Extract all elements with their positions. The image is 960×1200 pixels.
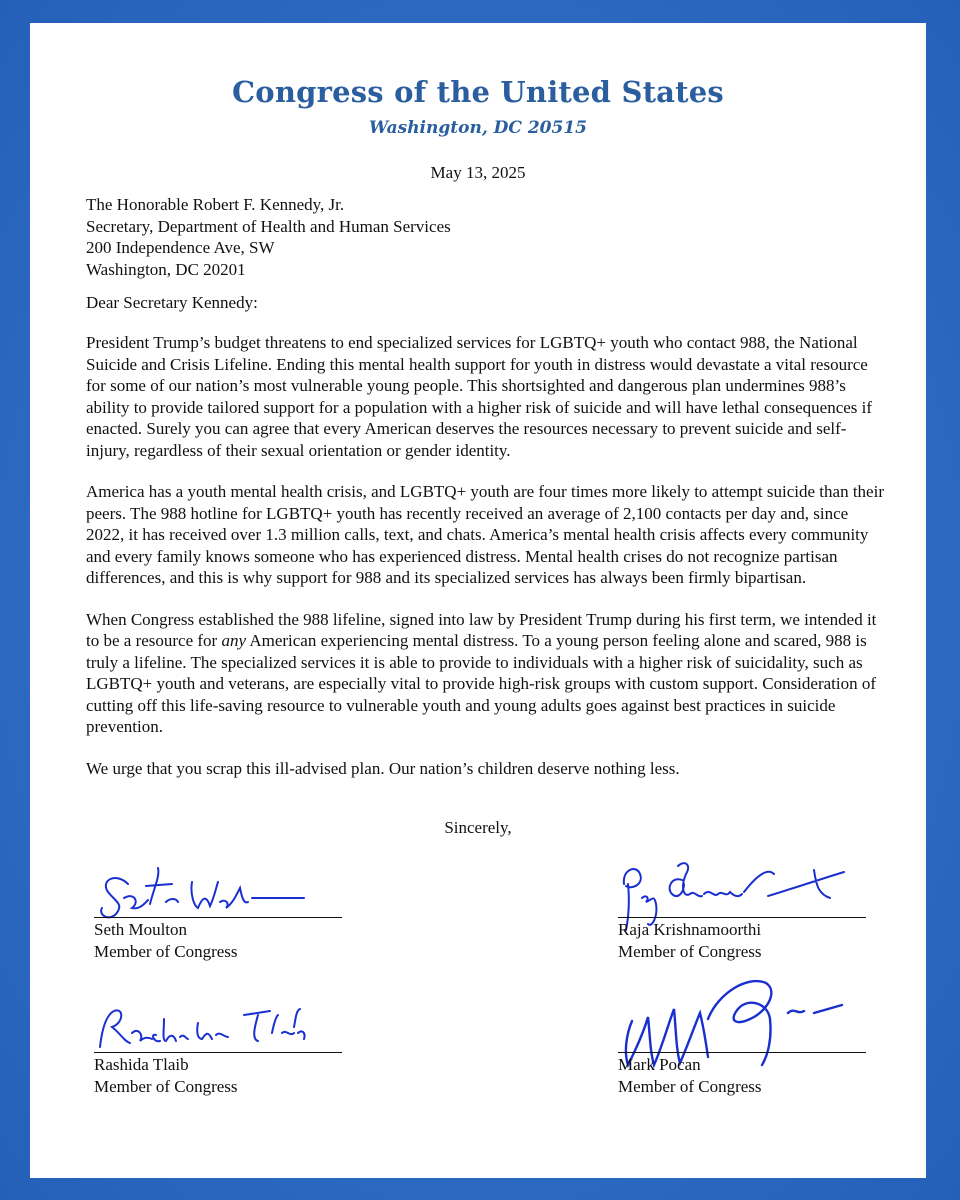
recipient-line-2: Secretary, Department of Health and Human Services: [86, 216, 451, 236]
signatory-name: Seth Moulton: [94, 920, 188, 939]
signature-line: [618, 917, 866, 918]
recipient-line-3: 200 Independence Ave, SW: [86, 238, 275, 257]
letterhead-title: Congress of the United States: [232, 75, 724, 109]
recipient-line-1: The Honorable Robert F. Kennedy, Jr.: [86, 195, 345, 214]
signature-block-pocan: [618, 993, 878, 1113]
signatory-title: Member of Congress: [94, 942, 238, 961]
paragraph-3: [86, 609, 886, 738]
signatory-title: Member of Congress: [618, 942, 762, 961]
paragraph-1: President Trump’s budget threatens to end specialized services for LGBTQ+ youth who contact 988, the National Suicide and Crisis Lifeline. Ending this mental health support for youth in distress would devastate a vital resource for some of our nation’s most vulnerable young people. This shortsighted and dangerous plan undermines 988’s ability to provide tailored support for a population with a higher risk of suicide and will have lethal consequences if enacted. Surely you can agree that every American deserves the resources necessary to prevent suicide and self-injury, regardless of their sexual orientation or gender identity.: [86, 333, 873, 460]
salutation: Dear Secretary Kennedy:: [86, 293, 258, 312]
paragraph-4: We urge that you scrap this ill-advised plan. Our nation’s children deserve nothing less.: [86, 758, 680, 778]
signature-line: [618, 1052, 866, 1053]
signature-line: [94, 1052, 342, 1053]
signatory-name: Mark Pocan: [618, 1055, 701, 1074]
signature-block-krishnamoorthi: [618, 858, 878, 978]
closing: Sincerely,: [444, 818, 512, 837]
letterhead-subtitle: Washington, DC 20515: [369, 118, 587, 138]
letter-page: [30, 23, 926, 1178]
signatory-name: Rashida Tlaib: [94, 1055, 189, 1074]
signatory-title: Member of Congress: [618, 1077, 762, 1096]
signatory-title: Member of Congress: [94, 1077, 238, 1096]
paragraph-2: America has a youth mental health crisis, and LGBTQ+ youth are four times more likely to attempt suicide than their peers. The 988 hotline for LGBTQ+ youth has recently received an average of 2,100 contacts per day and, since 2022, it has received over 1.3 million calls, text, and chats. America’s mental health crisis affects every community and every family knows someone who has experienced distress. Mental health crises do not recognize partisan differences, and this is why support for 988 and its specialized services has always been firmly bipartisan.: [86, 482, 884, 587]
signature-block-tlaib: [94, 993, 354, 1113]
recipient-line-4: Washington, DC 20201: [86, 259, 246, 279]
paragraph-3-emphasis: any: [221, 631, 247, 650]
recipient-address: [86, 194, 886, 280]
signature-line: [94, 917, 342, 918]
paragraph-3-end: American experiencing mental distress. To a young person feeling alone and scared, 988 is truly a lifeline. The specialized services it is able to provide to individuals with a higher risk of suicidality, such as LGBTQ+ youth and veterans, are especially vital to provide high-risk groups with custom support. Consideration of cutting off this life-saving resource to vulnerable youth and young adults goes against best practices in suicide prevention.: [86, 631, 877, 736]
letter-date: May 13, 2025: [430, 163, 526, 182]
signature-block-moulton: [94, 858, 354, 978]
paragraph-3-start: When Congress established the 988 lifeline, signed into law by President Trump during his first term, we intended it to be a resource for: [86, 609, 877, 650]
signatory-name: Raja Krishnamoorthi: [618, 920, 762, 939]
letter-body: [86, 332, 886, 799]
